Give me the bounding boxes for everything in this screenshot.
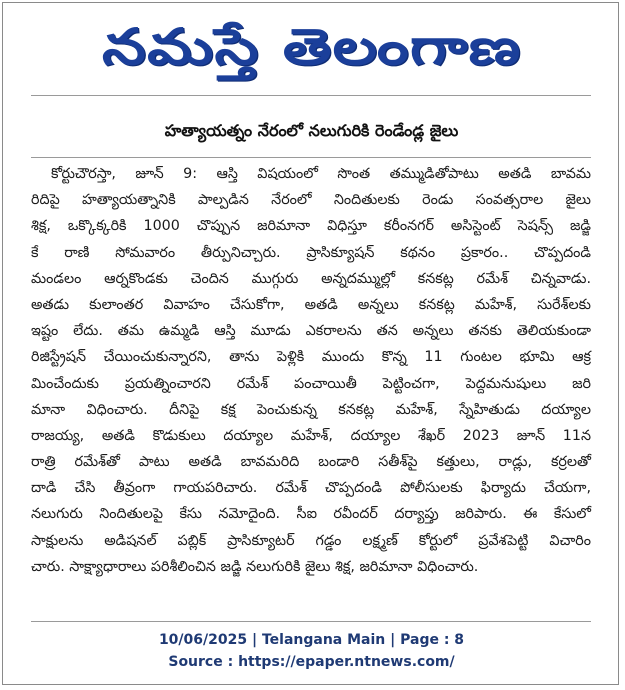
article-line: రిదిపై హత్యాయత్నానికి పాల్పడిన నేరంలో నిందితులకు రెండు సంవత్సరాల జైలు — [31, 192, 591, 209]
article-line: ఇష్టం లేదు. తమ ఉమ్మడి ఆస్తి మూడు ఎకరాలను తన అన్నలు తనకు తెలియకుండా — [31, 323, 591, 340]
article-line: అతడు కులాంతర వివాహం చేసుకోగా, అతడి అన్నలు కనకట్ల మహేశ్, సురేశ్‌లకు — [31, 296, 591, 313]
masthead-divider — [31, 95, 591, 96]
footer-divider — [31, 621, 591, 622]
article-line: రిజిస్ట్రేషన్ చేయించుకున్నారని, తాను పెళ్లికి ముందు కొన్న 11 గుంటల భూమి ఆక్ర — [31, 349, 591, 366]
article-line: రాత్రి రమేశ్‌తో పాటు అతడి బావమరిది బండారి సతీశ్‌పై కత్తులు, రాడ్లు, కర్రలతో — [31, 454, 591, 471]
clipping-footer — [3, 629, 620, 673]
article-line: దాడి చేసి తీవ్రంగా గాయపరిచారు. రమేశ్ చొప్పదండి పోలీసులకు ఫిర్యాదు చేయగా, — [31, 480, 591, 497]
article-line: శిక్ష, ఒక్కొక్కరికి 1000 చొప్పున జరిమానా విధిస్తూ కరీంనగర్ అసిస్టెంట్ సెషన్స్ జడ్జి — [31, 218, 591, 235]
article-line: మించేందుకు ప్రయత్నించారని రమేశ్ పంచాయితీ పెట్టించగా, పెద్దమనుషులు జరి — [31, 375, 591, 392]
article-line: కోర్టుచౌరస్తా, జూన్ 9: ఆస్తి విషయంలో సొంత తమ్ముడితోపాటు అతడి బావమ — [51, 166, 591, 182]
article-line: నలుగురు నిందితులపై కేసు నమోదైంది. సీఐ రవీందర్ దర్యాప్తు జరిపారు. ఈ కేసులో — [31, 506, 591, 523]
article-line: రాజయ్య, అతడి కొడుకులు దయ్యాల మహేశ్, దయ్యాల శేఖర్ 2023 జూన్ 11న — [31, 427, 591, 444]
article-line: సాక్షులను అడిషనల్ పబ్లిక్ ప్రాసిక్యూటర్ గడ్డం లక్ష్మణ్ కోర్టులో ప్రవేశపెట్టి విచారిం — [31, 532, 591, 549]
article-line: మండలం ఆర్నకొండకు చెందిన ముగ్గురు అన్నదమ్ముల్లో కనకట్ల రమేశ్ చిన్నవాడు. — [31, 270, 591, 287]
article-line: చారు. సాక్ష్యాధారాలు పరిశీలించిన జడ్జి నలుగురికి జైలు శిక్ష, జరిమానా విధించారు. — [31, 558, 479, 575]
footer-source[interactable]: Source : https://epaper.ntnews.com/ — [168, 654, 455, 670]
headline-divider — [31, 157, 591, 158]
masthead-logo: నమస్తే తెలంగాణ — [101, 18, 522, 76]
article-headline: హత్యాయత్నం నేరంలో నలుగురికి రెండేండ్ల జైలు — [164, 121, 459, 140]
article-line: కే రాణి సోమవారం తీర్పునిచ్చారు. ప్రాసిక్యూషన్ కథనం ప్రకారం.. చొప్పదండి — [31, 244, 591, 261]
article-line: మానా విధించారు. దీనిపై కక్ష పెంచుకున్న కనకట్ల మహేశ్, స్నేహితుడు దయ్యాల — [31, 401, 591, 418]
article-body — [31, 161, 591, 580]
masthead — [3, 7, 620, 87]
footer-dateline: 10/06/2025 | Telangana Main | Page : 8 — [158, 632, 465, 648]
clipping-frame — [2, 2, 619, 685]
